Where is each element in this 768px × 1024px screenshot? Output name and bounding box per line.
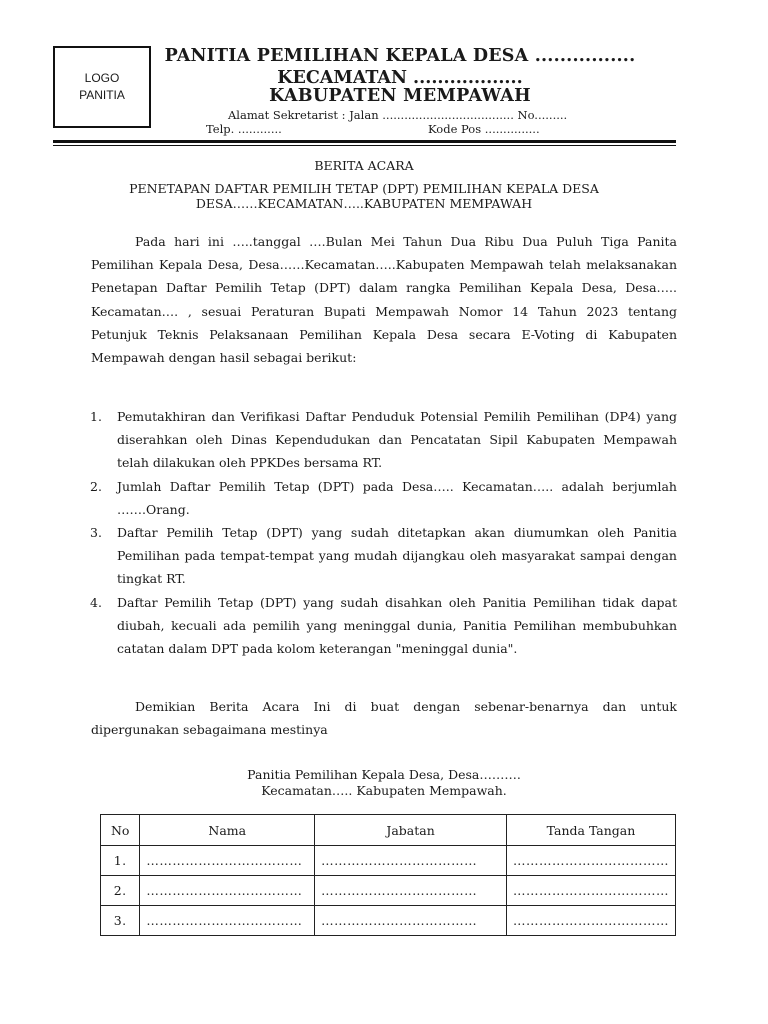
list-item-text: Daftar Pemilih Tetap (DPT) yang sudah disahkan oleh Panitia Pemilihan tidak dapat diubah, kecuali ada pemilih yang meninggal dunia, Panitia Pemilihan membubuhkan catatan dalam DPT pada kolom keterangan "meninggal dunia". [117,594,677,657]
letterhead-address: Alamat Sekretarist : Jalan .................................... No......... [228,108,568,122]
list-item-number: 1. [90,409,102,424]
column-header-tanda-tangan: Tanda Tangan [506,815,675,846]
list-item-number: 2. [90,478,102,494]
cell-no: 3. [101,906,140,936]
document-subtitle-2: DESA……KECAMATAN…..KABUPATEN MEMPAWAH [195,196,533,211]
column-header-nama: Nama [140,815,315,846]
list-item [90,521,677,591]
result-list [90,405,677,660]
list-item-text: Daftar Pemilih Tetap (DPT) yang sudah ditetapkan akan diumumkan oleh Panitia Pemilihan pada tempat-tempat yang mudah dijangkau oleh masyarakat sampai dengan tingkat RT. [117,525,677,587]
closing-paragraph [91,695,677,741]
cell-jabatan: ……………………………… [315,846,507,876]
letterhead-committee: PANITIA PEMILIHAN KEPALA DESA ................ [164,46,636,66]
cell-jabatan: ……………………………… [315,876,507,906]
table-row [101,906,676,936]
cell-nama: ……………………………… [140,906,315,936]
letterhead-phone: Telp. ............ [206,122,282,136]
list-item-number: 3. [90,525,102,541]
cell-tanda-tangan: ……………………………… [506,846,675,876]
cell-jabatan: ……………………………… [315,906,507,936]
list-item-number: 4. [90,594,102,610]
list-item-text: Jumlah Daftar Pemilih Tetap (DPT) pada Desa….. Kecamatan….. adalah berjumlah …….Orang. [117,478,677,517]
letterhead-district: KECAMATAN .................. [277,68,523,88]
cell-tanda-tangan: ……………………………… [506,876,675,906]
logo-line-1: LOGO [84,71,120,85]
letterhead-regency: KABUPATEN MEMPAWAH [269,86,531,106]
list-item [90,405,677,475]
cell-tanda-tangan: ……………………………… [506,906,675,936]
cell-nama: ……………………………… [140,846,315,876]
logo-line-2: PANITIA [79,88,125,102]
cell-no: 2. [101,876,140,906]
list-item [90,475,677,521]
document-title: BERITA ACARA [314,158,414,173]
signature-table [100,814,676,936]
table-row [101,846,676,876]
cell-nama: ……………………………… [140,876,315,906]
letterhead-postal-code: Kode Pos ............... [428,122,540,136]
letterhead-divider-thick [53,140,676,143]
opening-text: Pada hari ini …..tanggal ….Bulan Mei Tahun Dua Ribu Dua Puluh Tiga Panita Pemilihan Kepala Desa, Desa……Kecamatan…..Kabupaten Mempawah telah melaksanakan Penetapan Daftar Pemilih Tetap (DPT) dalam rangka Pemilihan Kepala Desa, Desa….. Kecamatan…. , sesuai Peraturan Bupati Mempawah Nomor 14 Tahun 2023 tentang Petunjuk Teknis Pelaksanaan Pemilihan Kepala Desa secara E-Voting di Kabupaten Mempawah dengan hasil sebagai berikut: [91,234,677,366]
list-item [90,591,677,661]
column-header-jabatan: Jabatan [315,815,507,846]
column-header-no: No [101,815,140,846]
logo-box [53,46,151,128]
document-subtitle-1: PENETAPAN DAFTAR PEMILIH TETAP (DPT) PEMILIHAN KEPALA DESA [129,181,599,196]
letterhead-divider-thin [53,145,676,146]
table-row [101,876,676,906]
signature-heading-1: Panitia Pemilihan Kepala Desa, Desa………. [247,767,521,782]
signature-heading-2: Kecamatan….. Kabupaten Mempawah. [261,783,507,798]
list-item-text: Pemutakhiran dan Verifikasi Daftar Penduduk Potensial Pemilih Pemilihan (DP4) yang diserahkan oleh Dinas Kependudukan dan Pencatatan Sipil Kabupaten Mempawah telah dilakukan oleh PPKDes bersama RT. [117,409,677,471]
opening-paragraph [91,230,677,369]
table-header-row [101,815,676,846]
closing-text: Demikian Berita Acara Ini di buat dengan sebenar-benarnya dan untuk dipergunakan sebagaimana mestinya [91,699,677,738]
cell-no: 1. [101,846,140,876]
